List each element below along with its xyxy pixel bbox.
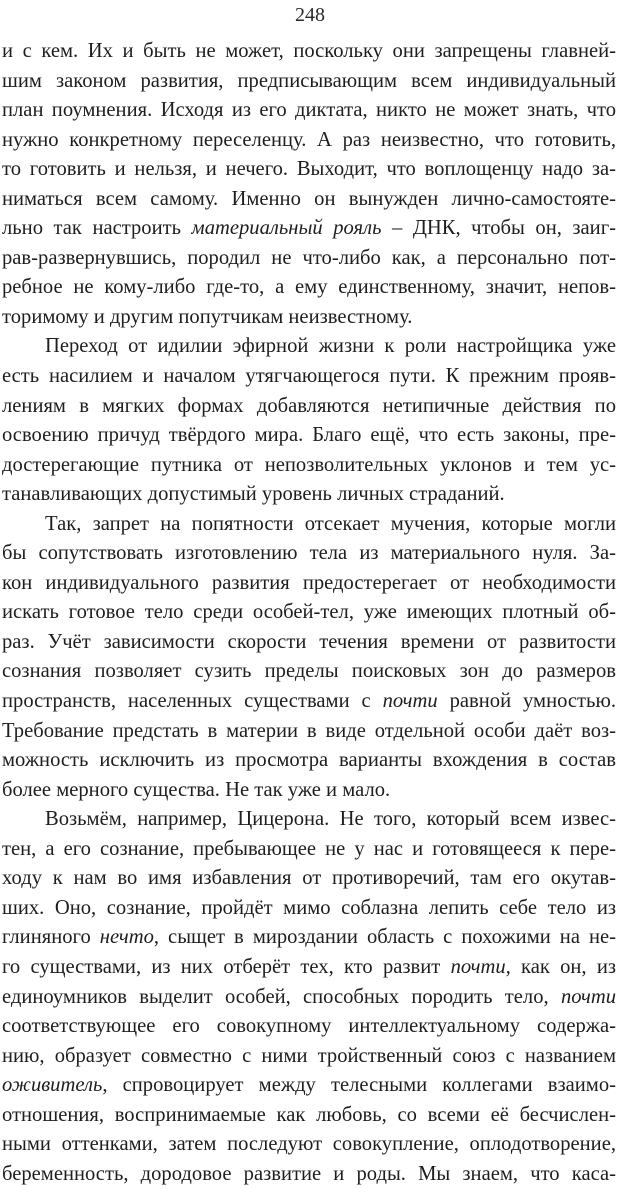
text-segment: как он, из bbox=[510, 955, 616, 978]
body-text bbox=[2, 37, 616, 1189]
text-segment: танавливающих допустимый уровень личных страданий. bbox=[2, 483, 505, 506]
text-line bbox=[2, 776, 616, 806]
text-segment: то готовить и нельзя, и нечего. Выходит, что воплощенцу надо за- bbox=[2, 158, 616, 181]
text-line bbox=[2, 392, 616, 422]
text-line bbox=[2, 1101, 616, 1131]
text-line bbox=[2, 923, 616, 953]
text-segment: шим законом развития, предписывающим всем индивидуальный bbox=[2, 69, 616, 92]
page-number: 248 bbox=[295, 4, 325, 26]
italic-text: почти bbox=[560, 985, 616, 1008]
text-segment: ребное не кому-либо где-то, а ему единственному, значит, непов- bbox=[2, 276, 616, 299]
italic-text: нечто bbox=[99, 926, 154, 949]
text-line bbox=[2, 510, 616, 540]
text-line bbox=[2, 273, 616, 303]
text-line bbox=[2, 746, 616, 776]
text-segment: го существами, из них отберёт тех, кто развит bbox=[2, 955, 451, 978]
text-line bbox=[2, 953, 616, 983]
text-line bbox=[2, 303, 616, 333]
text-line bbox=[2, 569, 616, 599]
text-segment: освоению причуд твёрдого мира. Благо ещё, что есть законы, пре- bbox=[2, 424, 616, 447]
text-segment: и с кем. Их и быть не может, поскольку они запрещены главней- bbox=[2, 40, 616, 62]
text-segment: ших. Оно, сознание, пройдёт мимо соблазна лепить себе тело из bbox=[2, 896, 616, 919]
text-line bbox=[2, 657, 616, 687]
text-segment: есть насилием и началом утягчающегося пути. К прежним прояв- bbox=[2, 365, 616, 388]
text-line bbox=[2, 717, 616, 747]
text-line bbox=[2, 864, 616, 894]
text-line bbox=[2, 37, 616, 67]
text-segment: сознания позволяет сузить пределы поисковых зон до размеров bbox=[2, 660, 616, 683]
text-line bbox=[2, 1160, 616, 1189]
text-segment: рав-развернувшись, породил не что-либо как, а персонально пот- bbox=[2, 246, 616, 269]
text-segment: , сыщет в мироздании область с похожими на не- bbox=[153, 926, 617, 949]
text-segment: нужно конкретному переселенцу. А раз неизвестно, что готовить, bbox=[2, 128, 616, 151]
italic-text: почти bbox=[382, 690, 438, 713]
text-line bbox=[2, 805, 616, 835]
text-segment: глиняного bbox=[2, 926, 100, 949]
text-segment: Требование предстать в материи в виде отдельной особи даёт воз- bbox=[2, 719, 616, 742]
italic-text: материальный рояль bbox=[191, 217, 382, 240]
text-segment: нию, образует совместно с ними тройственный союз с названием bbox=[2, 1044, 616, 1067]
italic-text: оживитель bbox=[2, 1074, 103, 1097]
text-segment: отношения, воспринимаемые как любовь, со всеми её бесчислен- bbox=[2, 1103, 616, 1126]
text-segment: более мерного существа. Не так уже и мало. bbox=[2, 778, 391, 801]
text-segment: искать готовое тело среди особей-тел, уже имеющих плотный об- bbox=[2, 601, 616, 624]
text-line bbox=[2, 539, 616, 569]
text-line bbox=[2, 628, 616, 658]
text-segment: соответствующее его совокупному интеллектуальному содержа- bbox=[2, 1015, 616, 1038]
text-line bbox=[2, 1071, 616, 1101]
text-segment: ными оттенками, затем последуют совокупление, оплодотворение, bbox=[2, 1133, 616, 1156]
text-line bbox=[2, 1012, 616, 1042]
text-segment: тен, а его сознание, пребывающее не у нас и готовящееся к пере- bbox=[2, 837, 616, 860]
text-segment: льно так настроить bbox=[2, 217, 192, 240]
text-line bbox=[2, 214, 616, 244]
text-line bbox=[2, 1130, 616, 1160]
text-segment: раз. Учёт зависимости скорости течения времени от развитости bbox=[2, 630, 616, 653]
text-line bbox=[2, 67, 616, 97]
text-segment: план поумнения. Исходя из его диктата, никто не может знать, что bbox=[2, 99, 616, 122]
text-segment: беременность, дородовое развитие и роды. Мы знаем, что каса- bbox=[2, 1162, 616, 1185]
text-line bbox=[2, 598, 616, 628]
text-line bbox=[2, 480, 616, 510]
text-line bbox=[2, 1042, 616, 1072]
text-segment: кон индивидуального развития предостерегает от необходимости bbox=[2, 571, 616, 594]
text-segment: пространств, населенных существами с bbox=[2, 690, 383, 713]
text-line bbox=[2, 983, 616, 1013]
text-line bbox=[2, 96, 616, 126]
text-segment: торимому и другим попутчикам неизвестному. bbox=[2, 305, 413, 328]
text-line bbox=[2, 362, 616, 392]
text-line bbox=[2, 835, 616, 865]
text-segment: Переход от идилии эфирной жизни к роли настройщика уже bbox=[45, 335, 616, 358]
text-line bbox=[2, 185, 616, 215]
text-segment: равной умностью. bbox=[437, 690, 616, 713]
text-segment: – ДНК, чтобы он, заиг- bbox=[381, 217, 617, 240]
italic-text: почти, bbox=[450, 955, 511, 978]
text-segment: лениям в мягких формах добавляются нетипичные действия по bbox=[2, 394, 616, 417]
text-segment: можность исключить из просмотра варианты вхождения в состав bbox=[2, 749, 616, 772]
text-segment: ходу к нам во имя избавления от противоречий, там его окутав- bbox=[2, 867, 616, 890]
text-segment: ниматься всем самому. Именно он вынужден лично-самостояте- bbox=[2, 187, 616, 210]
text-line bbox=[2, 244, 616, 274]
text-line bbox=[2, 126, 616, 156]
text-segment: Так, запрет на попятности отсекает мучения, которые могли bbox=[45, 512, 616, 535]
text-line bbox=[2, 421, 616, 451]
text-segment: единоумников выделит особей, способных породить тело, bbox=[2, 985, 561, 1008]
text-line bbox=[2, 687, 616, 717]
text-line bbox=[2, 451, 616, 481]
text-segment: , спровоцирует между телесными коллегами взаимо- bbox=[102, 1074, 616, 1097]
text-segment: Возьмём, например, Цицерона. Не того, который всем извес- bbox=[45, 808, 616, 831]
text-line bbox=[2, 894, 616, 924]
text-line bbox=[2, 332, 616, 362]
text-line bbox=[2, 155, 616, 185]
text-segment: достерегающие путника от непозволительных уклонов и тем ус- bbox=[2, 453, 616, 476]
text-segment: бы сопутствовать изготовлению тела из материального нуля. За- bbox=[2, 542, 616, 565]
